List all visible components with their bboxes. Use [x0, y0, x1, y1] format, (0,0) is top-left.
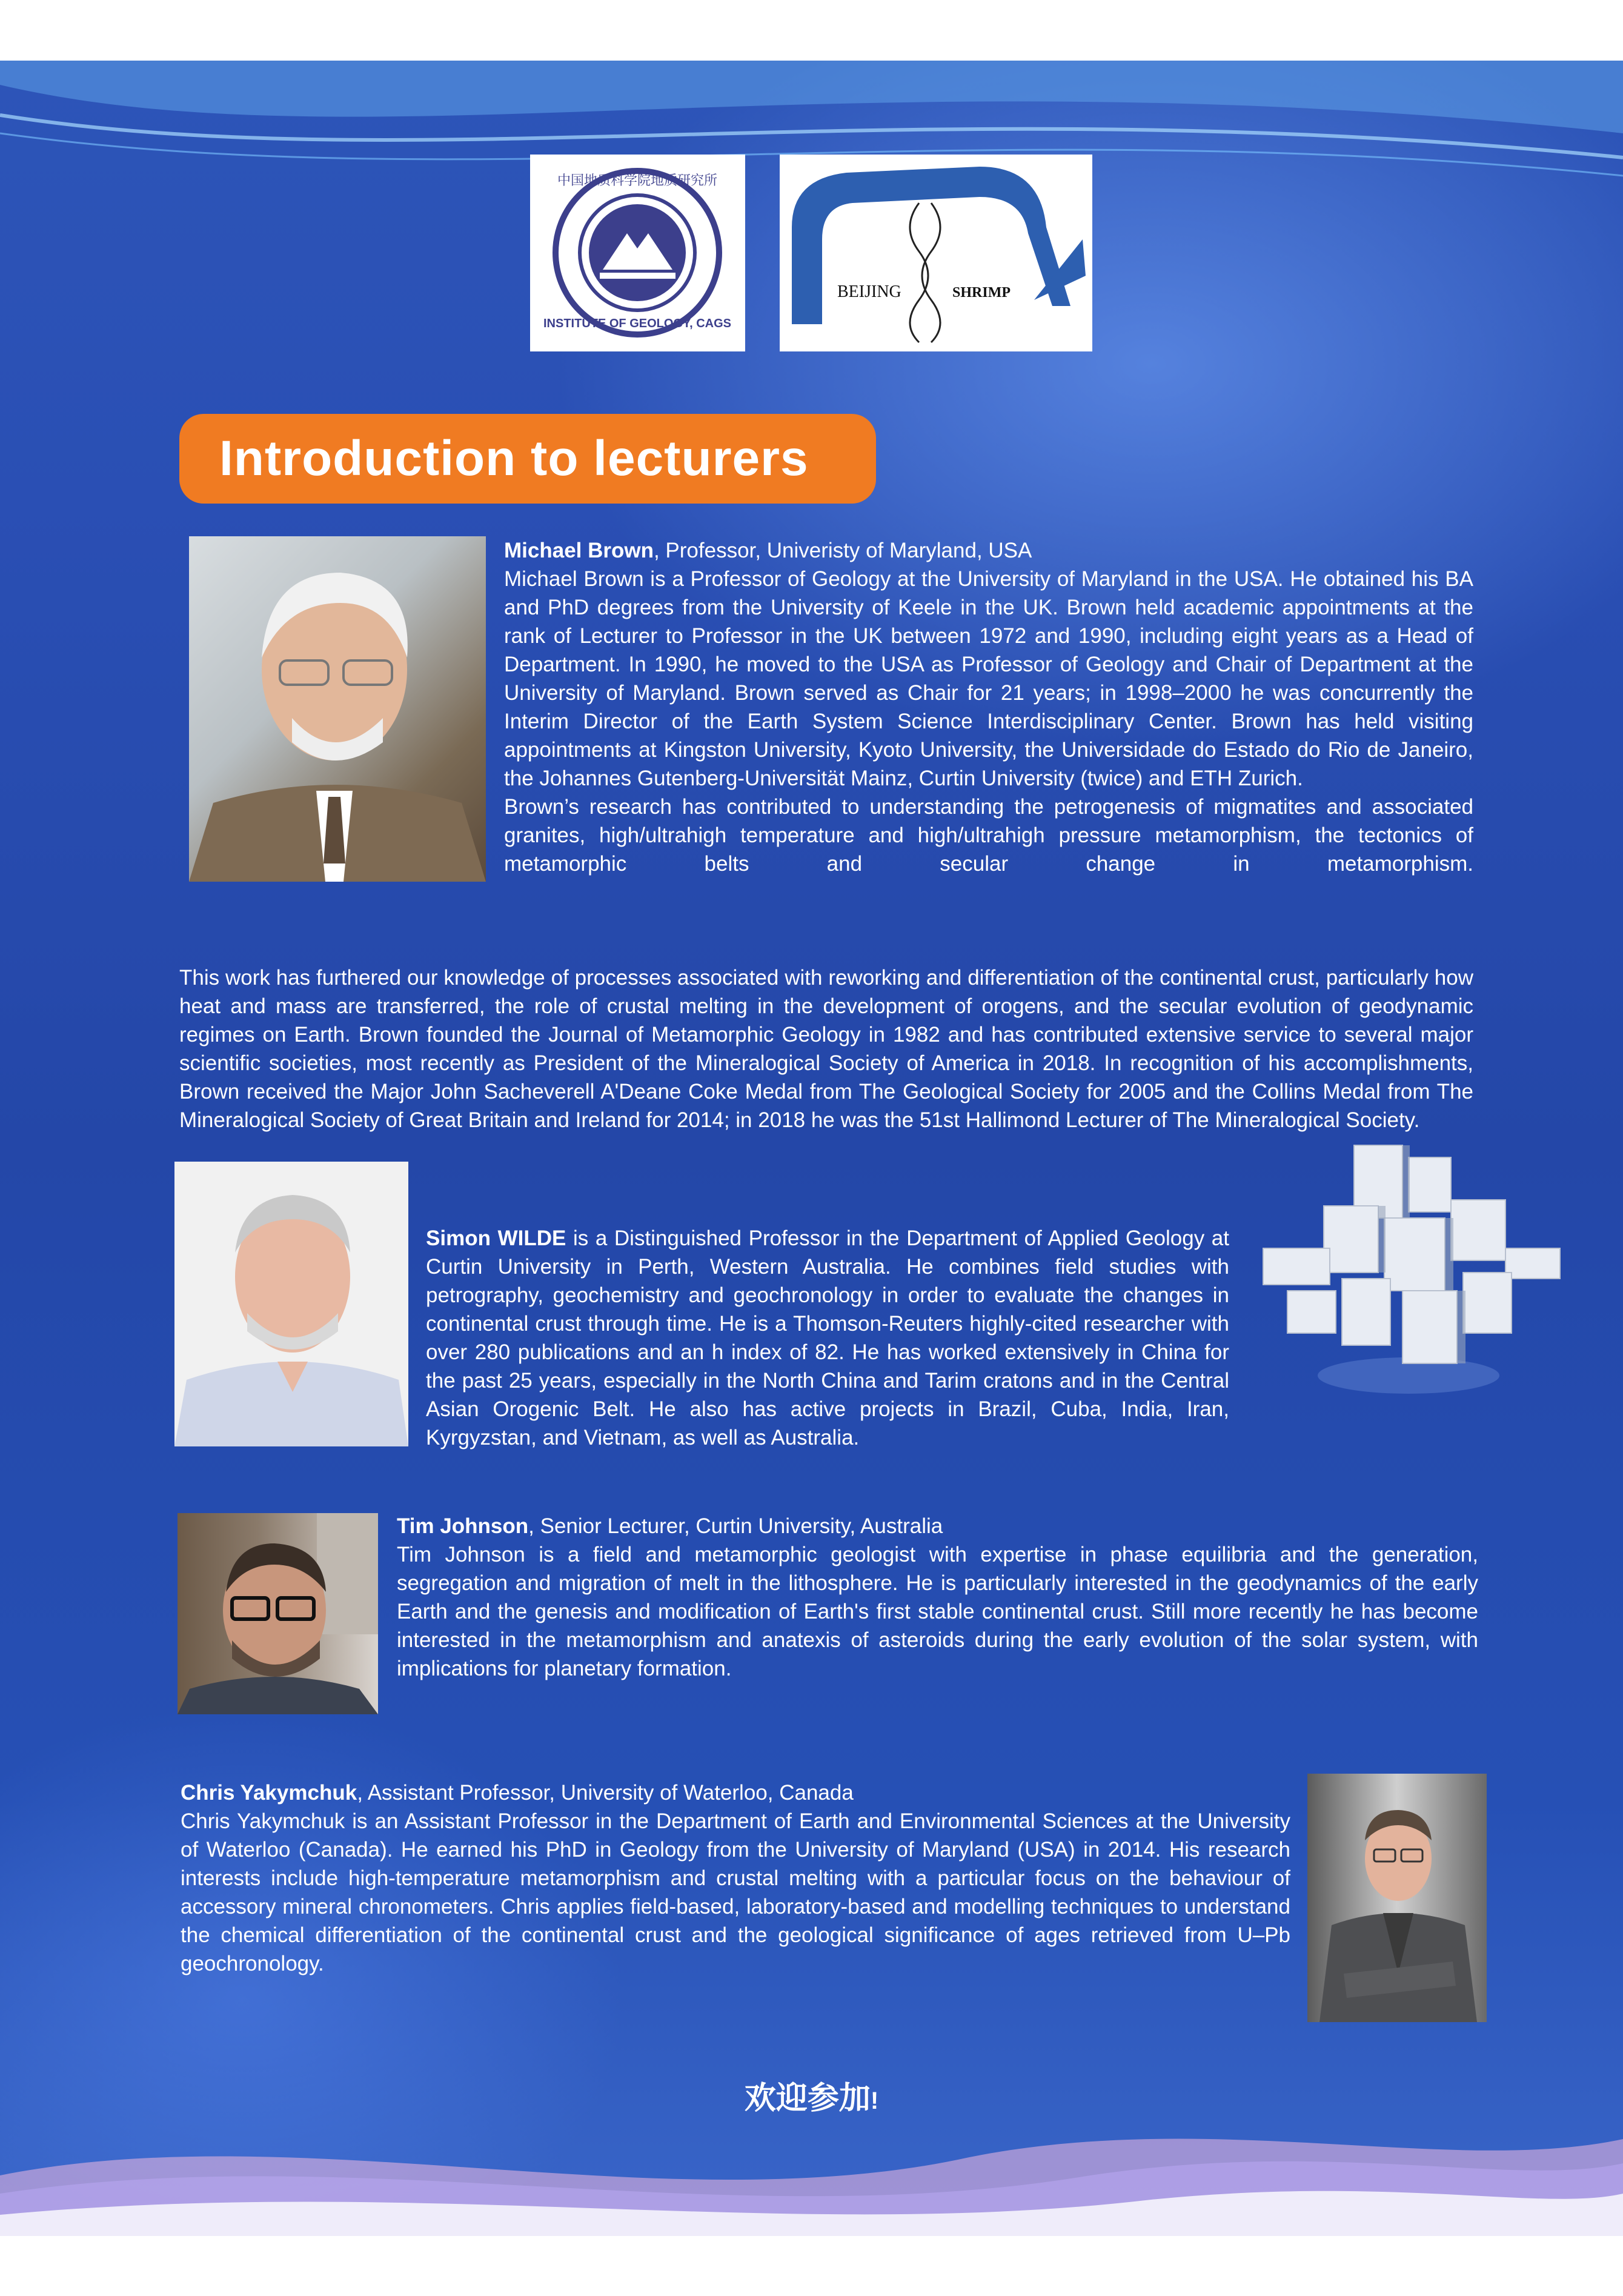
photo-chris-yakymchuk [1307, 1774, 1487, 2022]
photo-tim-johnson [178, 1513, 378, 1714]
welcome-message [0, 2072, 1623, 2118]
michael-brown-bio-2: Brown’s research has contributed to understanding the petrogenesis of migmatites and associated granites, high/ultrahigh temperature and high/ultrahigh pressure metamorphism, the tectonics of metamorphic belts and secular change in metamorphism. [504, 795, 1473, 876]
chris-yakymchuk-bio: Chris Yakymchuk is an Assistant Professor in the Department of Earth and Environmental Sciences at the University of Waterloo (Canada). He earned his PhD in Geology from the University of Maryland (USA) in 2014. His research interests include high-temperature metamorphism and crustal melting with a particular focus on the behaviour of accessory mineral chronometers. Chris applies field-based, laboratory-based and modelling techniques to understand the chemical differentiation of the continental crust and the geological significance of ages retrieved from U–Pb geochronology. [181, 1809, 1290, 1975]
chris-yakymchuk-intro [181, 1779, 1290, 1978]
tim-johnson-intro [397, 1512, 1478, 1683]
michael-brown-bio-3: This work has furthered our knowledge of processes associated with reworking and differentiation of the continental crust, particularly how heat and mass are transferred, the role of crustal melting in the development of orogens, and the secular evolution of geodynamic regimes on Earth. Brown founded the Journal of Metamorphic Geology in 1982 and has contributed extensive service to several major scientific societies, most recently as President of the Mineralogical Society of America in 2018. In recognition of his accomplishments, Brown received the Major John Sacheverell A'Deane Coke Medal from The Geological Society for 2005 and the Collins Medal from The Mineralogical Society of Great Britain and Ireland for 2014; in 2018 he was the 51st Hallimond Lecturer of The Mineralogical Society. [179, 966, 1473, 1132]
page-title: Introduction to lecturers [179, 414, 876, 504]
simon-wilde-bio: is a Distinguished Professor in the Department of Applied Geology at Curtin University in Perth, Western Australia. He combines field studies with petrography, geochemistry and geochronology in order to evaluate the changes in continental crust through time. He is a Thomson-Reuters highly-cited researcher with over 280 publications and an h index of 82. He has worked extensively in China for the past 25 years, especially in the North China and Tarim cratons and in the Central Asian Orogenic Belt. He also has active projects in Brazil, Cuba, India, Iran, Kyrgyzstan, and Vietnam, as well as Australia. [426, 1226, 1229, 1449]
michael-brown-intro [504, 536, 1473, 878]
michael-brown-bio-1: Michael Brown is a Professor of Geology at the University of Maryland in the USA. He obtained his BA and PhD degrees from the University of Keele in the UK. Brown held academic appointments at the rank of Lecturer to Professor in the UK between 1972 and 1990, including eight years as a Head of Department. In 1990, he moved to the USA as Professor of Geology and Chair of Department at the University of Maryland. Brown served as Chair for 21 years; in 1998–2000 he was concurrently the Interim Director of the Earth System Science Interdisciplinary Center. Brown has held visiting appointments at Kingston University, Kyoto University, the Universidade do Estado do Rio de Janeiro, the Johannes Gutenberg-Universität Mainz, Curtin University (twice) and ETH Zurich. [504, 567, 1473, 790]
beijing-shrimp-logo [780, 155, 1092, 351]
simon-wilde-intro [426, 1224, 1229, 1452]
tim-johnson-bio: Tim Johnson is a field and metamorphic geologist with expertise in phase equilibria and the generation, segregation and migration of melt in the lithosphere. He is particularly interested in the geodynamics of the early Earth and the genesis and modification of Earth's first stable continental crust. Still more recently he has become interested in the metamorphism and anatexis of asteroids during the early evolution of the solar system, with implications for planetary formation. [397, 1543, 1478, 1680]
shrimp-label: SHRIMP [952, 285, 1011, 301]
tim-johnson-position: , Senior Lecturer, Curtin University, Australia [528, 1514, 943, 1538]
iog-chinese-name: 中国地质科学院地质研究所 [557, 173, 718, 188]
iog-english-name: INSTITUTE OF GEOLOGY, CAGS [543, 317, 732, 330]
michael-brown-position: , Professor, Univeristy of Maryland, USA [653, 539, 1032, 562]
cube-cluster-decoration [1251, 1133, 1566, 1412]
bottom-wave-decoration [0, 2103, 1623, 2236]
chris-yakymchuk-position: , Assistant Professor, University of Waterloo, Canada [357, 1781, 854, 1805]
chris-yakymchuk-name: Chris Yakymchuk [181, 1781, 357, 1805]
photo-michael-brown [189, 536, 486, 882]
tim-johnson-name: Tim Johnson [397, 1514, 529, 1538]
welcome-exclamation: ! [870, 2088, 879, 2114]
michael-brown-name: Michael Brown [504, 539, 654, 562]
simon-wilde-name: Simon WILDE [426, 1226, 566, 1250]
beijing-label: BEIJING [837, 282, 901, 301]
institute-of-geology-logo [530, 155, 745, 351]
poster [0, 61, 1623, 2236]
welcome-text: 欢迎参加 [744, 2081, 871, 2116]
photo-simon-wilde [174, 1162, 408, 1446]
